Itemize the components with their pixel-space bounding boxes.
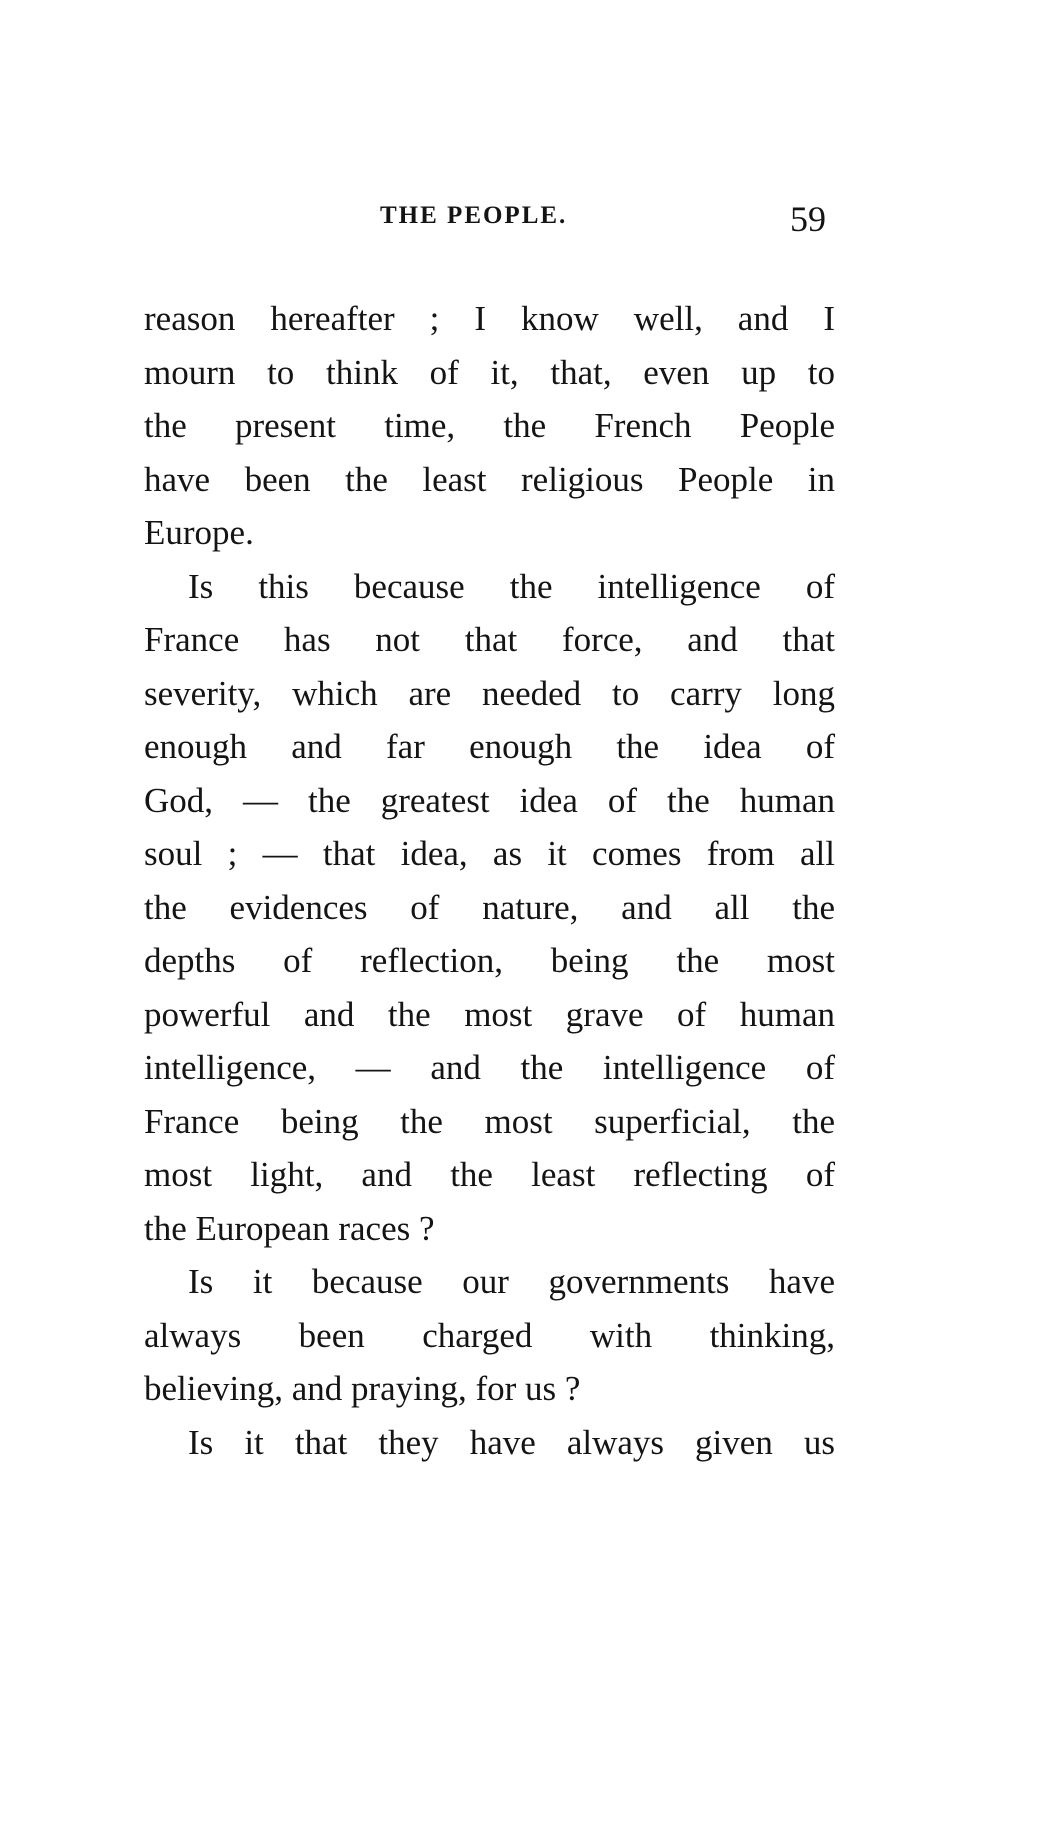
text-line: Is it that they have always given us	[188, 1422, 835, 1462]
text-line: intelligence, — and the intelligence of	[144, 1048, 835, 1087]
text-line: most light, and the least reflecting of	[144, 1155, 835, 1194]
text-line: the present time, the French People	[144, 406, 835, 445]
body-text	[144, 292, 835, 1469]
running-head-title: THE PEOPLE.	[380, 202, 568, 229]
text-line: severity, which are needed to carry long	[144, 673, 835, 713]
text-line: mourn to think of it, that, even up to	[144, 352, 835, 392]
text-line: Is it because our governments have	[188, 1262, 835, 1301]
text-line: God, — the greatest idea of the human	[144, 780, 835, 820]
text-line: have been the least religious People in	[144, 459, 835, 499]
text-line: always been charged with thinking,	[144, 1315, 835, 1355]
text-line: the evidences of nature, and all the	[144, 887, 835, 927]
text-line: depths of reflection, being the most	[144, 941, 835, 980]
text-line: enough and far enough the idea of	[144, 727, 835, 766]
text-line: powerful and the most grave of human	[144, 994, 835, 1034]
text-line: Is this because the intelligence of	[188, 566, 835, 606]
text-line: believing, and praying, for us ?	[144, 1369, 581, 1408]
text-line: France has not that force, and that	[144, 620, 835, 659]
page-number: 59	[790, 199, 826, 239]
text-line: reason hereafter ; I know well, and I	[144, 299, 835, 338]
text-line: France being the most superficial, the	[144, 1101, 835, 1141]
text-line: soul ; — that idea, as it comes from all	[144, 834, 835, 873]
text-line: the European races ?	[144, 1208, 435, 1248]
text-line: Europe.	[144, 513, 254, 552]
